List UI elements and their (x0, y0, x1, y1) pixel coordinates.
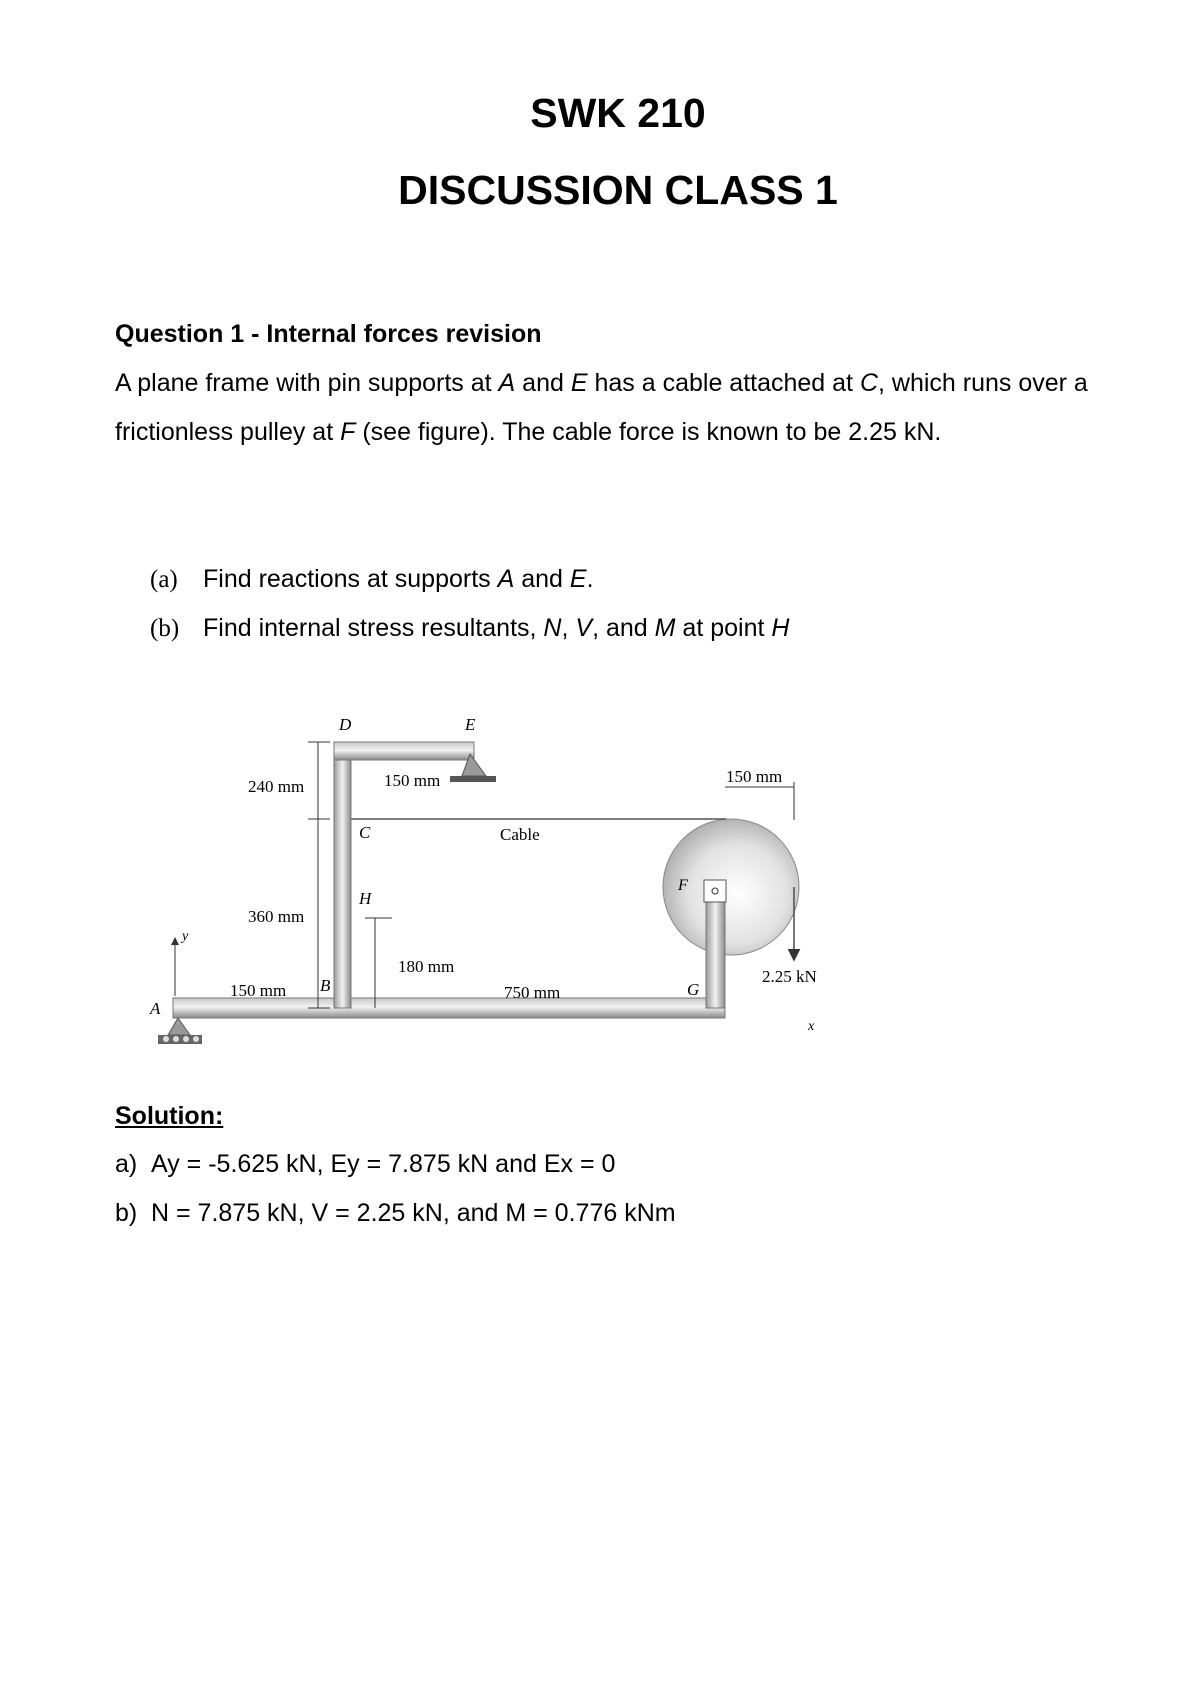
point-e-ref: E (570, 369, 588, 397)
dim-150-top: 150 mm (384, 771, 441, 790)
course-code: SWK 210 (530, 90, 706, 136)
task-a-point-e: E (569, 565, 587, 593)
support-a (168, 1018, 190, 1035)
para-text-1: A plane frame with pin supports at (115, 369, 499, 397)
answer-b-text: N = 7.875 kN, V = 2.25 kN, and M = 0.776 kNm (151, 1199, 676, 1227)
task-b-n: N (543, 614, 562, 642)
para-text-3: has a cable attached at (587, 369, 860, 397)
session-title: DISCUSSION CLASS 1 (398, 167, 838, 213)
task-b-label: (b) (150, 615, 180, 642)
member-horizontal-bottom (173, 998, 725, 1018)
task-b-comma-2: , and (592, 614, 655, 642)
answer-b-label: b) (115, 1199, 138, 1227)
axis-y-label: y (182, 929, 189, 944)
pulley-pin (712, 888, 718, 894)
task-b-comma-1: , (561, 614, 576, 642)
answer-a-label: a) (115, 1150, 138, 1178)
point-c-ref: C (859, 369, 879, 397)
point-f-ref: F (340, 418, 356, 446)
task-b-v: V (575, 614, 593, 642)
roller-2 (173, 1036, 179, 1042)
solution-heading: Solution: (115, 1102, 224, 1130)
dim-180: 180 mm (398, 957, 455, 976)
support-e-base (450, 776, 496, 782)
label-g: G (687, 980, 700, 999)
answer-a-text: Ay = -5.625 kN, Ey = 7.875 kN and Ex = 0 (151, 1150, 616, 1178)
member-top-de (334, 742, 474, 760)
para-text-5: (see figure). The cable force is known to be 2.25 kN. (355, 418, 942, 446)
task-b-text-1: Find internal stress resultants, (203, 614, 544, 642)
roller-3 (183, 1036, 189, 1042)
dim-360: 360 mm (248, 907, 305, 926)
answer-a (115, 1150, 615, 1179)
load-label: 2.25 kN (762, 967, 817, 986)
dim-240: 240 mm (248, 777, 305, 796)
task-b-m: M (654, 614, 676, 642)
task-a-text-1: Find reactions at supports (203, 565, 498, 593)
para-text-4: , which runs over a frictionless pulley at (115, 369, 1088, 446)
label-f: F (678, 877, 688, 894)
label-c: C (359, 823, 371, 842)
question-heading: Question 1 - Internal forces revision (115, 320, 542, 348)
task-a-text-2: and (514, 565, 570, 593)
roller-1 (163, 1036, 169, 1042)
label-d: D (339, 715, 352, 734)
task-a-point-a: A (497, 565, 515, 593)
task-b (150, 614, 789, 643)
para-text-2: and (515, 369, 571, 397)
member-vertical-db (334, 742, 351, 1008)
label-e: E (465, 715, 476, 734)
roller-4 (193, 1036, 199, 1042)
answer-b (115, 1199, 676, 1228)
dim-150-right: 150 mm (726, 767, 783, 786)
task-a-text-3: . (586, 565, 594, 593)
task-b-text-2: at point (675, 614, 772, 642)
cable-label: Cable (500, 825, 540, 844)
axis-x-label: x (808, 1019, 815, 1034)
question-paragraph (115, 359, 1115, 457)
label-b: B (320, 976, 331, 995)
dim-750: 750 mm (504, 983, 561, 1002)
label-h: H (359, 889, 372, 908)
task-a-label: (a) (150, 566, 178, 593)
frame-figure (140, 700, 860, 1090)
task-b-point-h: H (771, 614, 790, 642)
label-a: A (150, 999, 161, 1018)
dim-150-left: 150 mm (230, 981, 287, 1000)
point-a-ref: A (498, 369, 516, 397)
task-a (150, 565, 594, 594)
